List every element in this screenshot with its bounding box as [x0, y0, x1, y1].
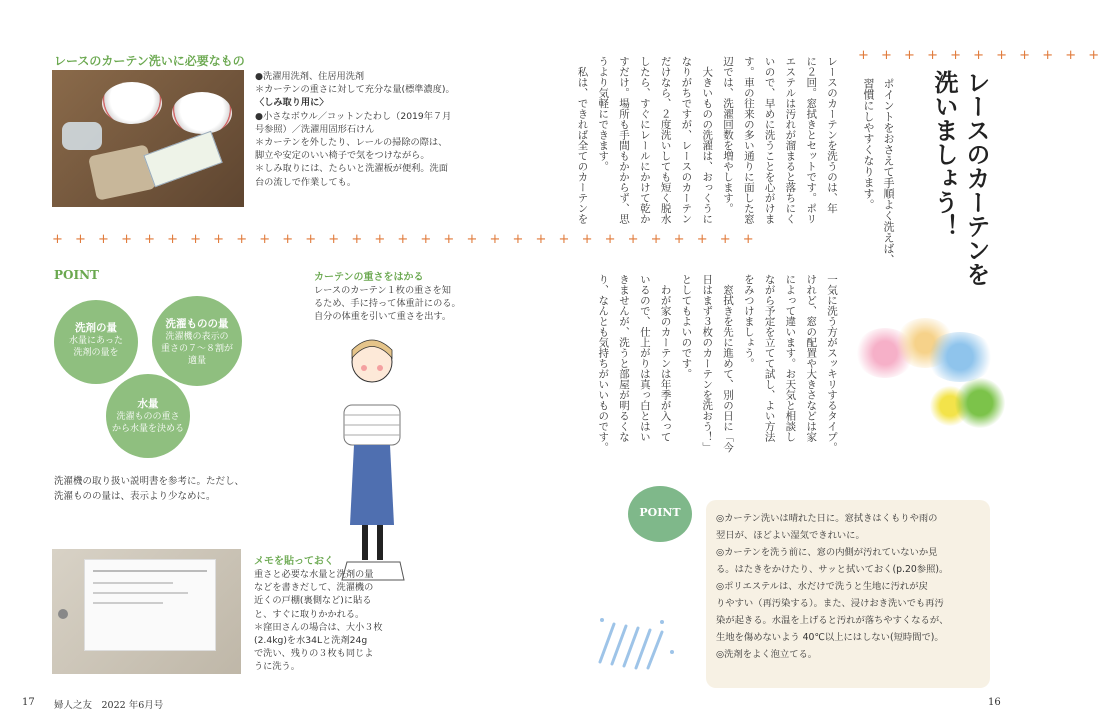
memo-line: ＊窪田さんの場合は、大小３枚: [254, 621, 383, 633]
manual-note: [54, 474, 314, 504]
memo-line: 重さと必要な水量と洗剤の量: [254, 569, 374, 580]
memo-paper: [84, 559, 216, 651]
body-line: いので、早めに洗うことを心がけま: [763, 56, 776, 224]
body-line: す。車の往来の多い通りに面した窓: [742, 56, 755, 224]
point-line: ◎カーテン洗いは晴れた日に。窓拭きはくもりや雨の: [716, 513, 938, 524]
body-line: エステルは汚れが溜まると落ちにく: [784, 56, 797, 224]
right-page-number: 16: [988, 697, 1001, 708]
circle-water-amount: [106, 374, 190, 458]
body-line: によって違います。お天気と相談し: [784, 274, 797, 442]
circle-title: 洗濯ものの量: [165, 318, 229, 330]
circle-title: 水量: [137, 398, 159, 410]
point-line: ◎ポリエステルは、水だけで洗うと生地に汚れが戻: [716, 581, 928, 592]
points-box: [706, 500, 990, 688]
body-line: 一気に洗う方がスッキリするタイプ。: [826, 274, 838, 453]
supplies-line: 号参照）／洗濯用固形石けん: [255, 123, 375, 135]
decorative-plus-row: + + + + + + + + + + + + + + + + + + + + + + + + + + + + + + +: [52, 232, 758, 247]
body-line: としてもよいのです。: [680, 274, 693, 379]
point-line: 翌日が、ほどよい湿気できれいに。: [716, 530, 865, 541]
circle-desc: 洗濯機の表示の: [165, 332, 229, 342]
body-line: したら、すぐにレールにかけて乾か: [638, 56, 651, 224]
person-on-scale-illustration: [322, 330, 422, 590]
body-line: レースのカーテンを洗うのは、年: [826, 56, 838, 214]
left-page-number: 17: [22, 697, 35, 708]
circle-detergent-amount: [54, 300, 138, 384]
watercolor-illustration: [855, 318, 1015, 438]
supplies-heading: レースのカーテン洗いに必要なもの: [54, 54, 245, 68]
supplies-line: 〈しみ取り用に〉: [255, 97, 329, 109]
body-line: に２回。窓拭きとセットです。ポリ: [805, 56, 818, 224]
point-line: る。はたきをかけたり、サッと拭いておく(p.20参照)。: [716, 564, 949, 575]
body-line: 日はまず３枚のカーテンを洗おう！」: [701, 274, 714, 453]
memo-text: [254, 568, 414, 674]
article-title: [928, 70, 992, 300]
subtitle-line: ポイントをおさえて手順よく洗えば、: [882, 78, 895, 265]
memo-line: (2.4kg)を水34Lと洗剤24g: [254, 635, 368, 647]
body-line: いるので、仕上がりは真っ白とはい: [638, 274, 651, 442]
memo-heading: メモを貼っておく: [254, 556, 334, 567]
circle-desc: 水量にあった: [69, 336, 123, 346]
memo-line: で洗い、残りの３枚も同じよ: [254, 648, 374, 660]
decorative-plus-row-right: + + + + + + + + + + +: [858, 48, 1103, 63]
memo-line: と、すぐに取りかかれる。: [254, 608, 365, 620]
weigh-line: レースのカーテン１枚の重さを知: [314, 285, 451, 296]
weigh-text: [314, 284, 504, 324]
supplies-line: 脚立や安定のいい椅子で気をつけながら。: [255, 150, 430, 162]
article-subtitle: [858, 78, 898, 298]
manual-note-line: 洗濯ものの量は、表示より少なめに。: [54, 491, 216, 502]
point-line: 生地を傷めないよう 40℃以上にはしない(短時間で)。: [716, 632, 944, 643]
circle-laundry-amount: [152, 296, 242, 386]
supplies-line: ＊カーテンの重さに対して充分な量(標準濃度)。: [255, 84, 455, 96]
body-line: をみつけましょう。: [742, 274, 755, 369]
point-line: りやすい（再汚染する）。また、浸けおき洗いでも再汚: [716, 598, 944, 609]
circle-title: 洗剤の量: [75, 322, 117, 334]
body-line: 辺では、洗濯回数を増やします。: [722, 56, 735, 214]
body-line: うより気軽にできます。: [597, 56, 610, 172]
body-line: だけなら、２度洗いしても短く脱水: [659, 56, 672, 224]
magazine-footer: 婦人之友 2022 年6月号: [54, 700, 164, 711]
weigh-heading: カーテンの重さをはかる: [314, 272, 424, 283]
supplies-line: ＊カーテンを外したり、レールの掃除の際は、: [255, 137, 448, 149]
weigh-line: るため、手に持って体重計にのる。: [314, 298, 461, 310]
supplies-line: ●小さなボウル／コットンたわし（2019年７月: [255, 110, 452, 122]
left-point-label: POINT: [54, 268, 99, 282]
body-line: きませんが、洗うと部屋が明るくな: [618, 274, 631, 442]
subtitle-line: 習慣にしやすくなります。: [862, 78, 875, 210]
body-line: けれど、窓の配置や大きさなどは家: [805, 274, 818, 442]
circle-desc: から水量を決める: [111, 424, 184, 434]
point-line: ◎カーテンを洗う前に、窓の内側が汚れていないか見: [716, 547, 938, 558]
circle-desc: 洗濯ものの重さ: [116, 412, 180, 422]
body-line: 窓拭きを先に進めて、別の日に「今: [722, 274, 735, 453]
body-line: ながら予定を立てて試し、よい方法: [763, 274, 776, 442]
supplies-list: [255, 70, 495, 189]
circle-desc: 重さの７～８割が: [160, 344, 233, 354]
circle-desc: 洗剤の量を: [73, 348, 119, 358]
title-line: 洗いましょう！: [930, 70, 958, 238]
supplies-photo: [52, 70, 244, 207]
circle-desc: 適量: [187, 356, 206, 366]
body-line: わが家のカーテンは年季が入って: [659, 274, 672, 442]
body-lower: [590, 274, 842, 484]
body-upper: [570, 56, 842, 266]
memo-photo: [52, 549, 241, 674]
manual-note-line: 洗濯機の取り扱い説明書を参考に。ただし、: [54, 476, 245, 487]
point-line: ◎洗剤をよく泡立てる。: [716, 649, 818, 660]
memo-line: 近くの戸棚(裏側など)に貼る: [254, 595, 372, 607]
body-line: り、なんとも気持ちがいいものです。: [597, 274, 610, 453]
rain-illustration: [592, 612, 682, 672]
right-point-badge: [628, 486, 692, 542]
title-line: レースのカーテンを: [962, 70, 990, 286]
supplies-line: ●洗濯用洗剤、住居用洗剤: [255, 71, 365, 82]
body-line: 私は、できれば全てのカーテンを: [576, 56, 589, 224]
memo-line: うに洗う。: [254, 661, 300, 673]
body-line: なりがちですが、レースのカーテン: [680, 56, 693, 224]
weigh-line: 自分の体重を引いて重さを出す。: [314, 311, 452, 323]
body-line: すだけ。場所も手間もかからず、思: [618, 56, 631, 224]
supplies-line: 台の流しで作業しても。: [255, 176, 357, 188]
memo-line: などを書きだして、洗濯機の: [254, 582, 374, 594]
point-line: 染が起きる。水温を上げると汚れが落ちやすくなるが、: [716, 615, 949, 626]
supplies-line: ＊しみ取りには、たらいと洗濯板が便利。洗面: [255, 163, 448, 175]
body-line: 大きいものの洗濯は、おっくうに: [701, 56, 714, 224]
right-point-label: POINT: [639, 506, 681, 519]
